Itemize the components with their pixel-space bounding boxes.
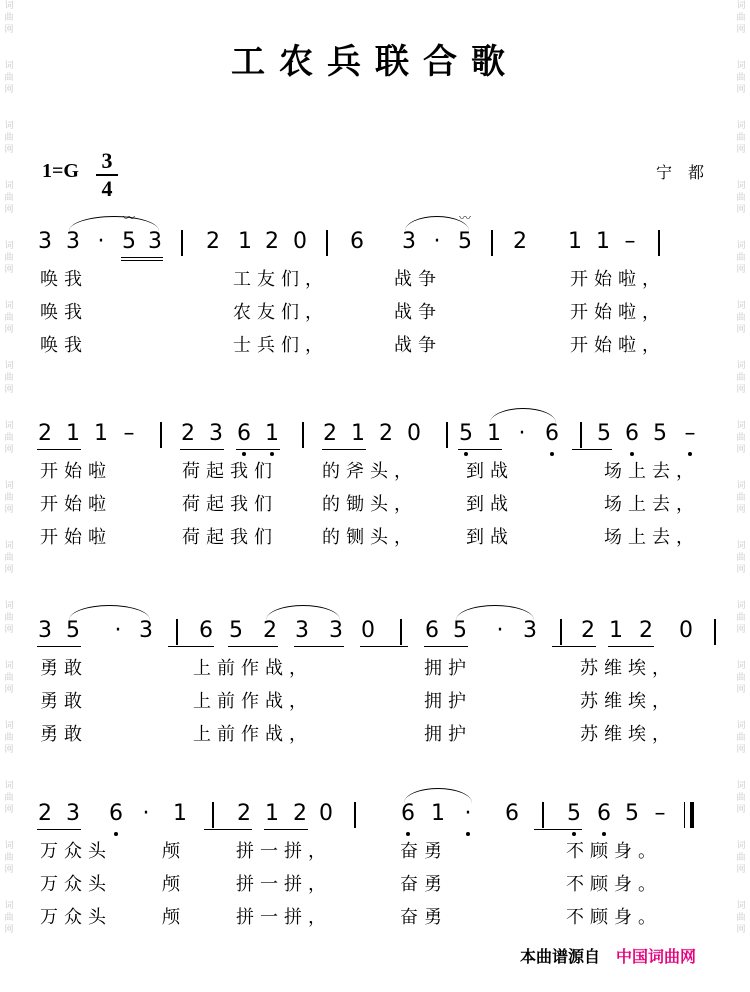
watermark-glyphs: 词 曲 网 — [4, 61, 14, 95]
augmentation-dot: · — [496, 618, 504, 643]
note: 5 — [122, 229, 136, 254]
lyric-verse-3: 不顾身。 — [566, 907, 662, 928]
lyric-verse-2: 苏维埃， — [580, 691, 676, 712]
barline — [326, 230, 328, 256]
slur — [490, 408, 556, 423]
lyric-verse-3: 拥护 — [424, 724, 472, 745]
note: 5 — [459, 421, 473, 446]
barline — [176, 619, 178, 645]
watermark-right — [734, 0, 748, 992]
note: 3 — [329, 618, 343, 643]
note: 3 — [295, 618, 309, 643]
lyric-verse-2: 拼一拼， — [236, 874, 332, 895]
note: 1 — [609, 618, 623, 643]
note: 2 — [323, 421, 337, 446]
note: 6 — [237, 421, 251, 446]
octave-dot-below — [242, 452, 246, 456]
lyric-verse-3: 勇敢 — [40, 724, 88, 745]
lyric-verse-1: 的斧头， — [322, 461, 418, 482]
time-denominator: 4 — [101, 176, 113, 201]
song-origin: 宁都 — [656, 163, 721, 182]
watermark-glyphs: 词 曲 网 — [736, 901, 746, 935]
lyric-verse-3: 到战 — [466, 527, 514, 548]
note: 6 — [109, 801, 123, 826]
barline — [446, 422, 448, 448]
watermark-glyphs: 词 曲 网 — [4, 601, 14, 635]
note: 1 — [265, 801, 279, 826]
octave-dot-below — [464, 452, 468, 456]
barline — [181, 230, 183, 256]
slur — [266, 605, 340, 620]
octave-dot-below — [466, 832, 470, 836]
lyric-verse-2: 奋勇 — [400, 874, 448, 895]
mordent-ornament: 〰 — [459, 211, 472, 225]
watermark-glyphs: 词 曲 网 — [736, 181, 746, 215]
octave-dot-below — [270, 452, 274, 456]
barline — [580, 422, 582, 448]
watermark-glyphs: 词 曲 网 — [4, 181, 14, 215]
note: 1 — [568, 229, 582, 254]
watermark-glyphs: 词 曲 网 — [736, 721, 746, 755]
watermark-glyphs: 词 曲 网 — [736, 241, 746, 275]
lyric-verse-1: 万众头 — [40, 841, 112, 862]
lyric-verse-3: 颅 — [162, 907, 186, 928]
note: 2 — [293, 801, 307, 826]
watermark-glyphs: 词 曲 网 — [736, 61, 746, 95]
lyric-verse-2: 唤我 — [40, 302, 88, 323]
sixteenth-beam — [121, 260, 163, 261]
lyric-verse-1: 奋勇 — [400, 841, 448, 862]
notation-row-1 — [0, 211, 750, 256]
note: 6 — [425, 618, 439, 643]
slur — [69, 216, 159, 231]
lyric-verse-3: 开始啦 — [40, 527, 112, 548]
lyric-verse-1: 战争 — [394, 269, 442, 290]
key-signature: 1=G — [42, 160, 79, 182]
lyric-verse-3: 万众头 — [40, 907, 112, 928]
note: 6 — [505, 801, 519, 826]
note: 2 — [237, 801, 251, 826]
note: 1 — [66, 421, 80, 446]
note: 3 — [148, 229, 162, 254]
octave-dot-below — [602, 832, 606, 836]
lyric-verse-1: 场上去， — [604, 461, 700, 482]
note: 1 — [238, 229, 252, 254]
note: 5 — [458, 229, 472, 254]
barline — [212, 802, 214, 828]
octave-dot-below — [572, 832, 576, 836]
eighth-beam — [37, 646, 81, 647]
eighth-beam — [204, 829, 252, 830]
watermark-glyphs: 词 曲 网 — [4, 661, 14, 695]
note: 1 — [351, 421, 365, 446]
augmentation-dot: · — [97, 229, 105, 254]
eighth-beam — [360, 646, 408, 647]
watermark-glyphs: 词 曲 网 — [4, 721, 14, 755]
lyric-verse-3: 苏维埃， — [580, 724, 676, 745]
note: 2 — [639, 618, 653, 643]
watermark-glyphs: 词 曲 网 — [736, 481, 746, 515]
barline — [560, 619, 562, 645]
lyric-verse-3: 场上去， — [604, 527, 700, 548]
watermark-glyphs: 词 曲 网 — [4, 841, 14, 875]
final-barline — [690, 802, 694, 828]
note: 2 — [38, 801, 52, 826]
extension-dash: – — [654, 801, 666, 826]
eighth-beam — [228, 646, 278, 647]
watermark-glyphs: 词 曲 网 — [4, 301, 14, 335]
watermark-glyphs: 词 曲 网 — [4, 541, 14, 575]
eighth-beam — [608, 646, 654, 647]
note: 0 — [293, 229, 307, 254]
augmentation-dot: · — [142, 801, 150, 826]
lyric-verse-2: 的锄头， — [322, 494, 418, 515]
note: 5 — [597, 421, 611, 446]
eighth-beam — [168, 646, 214, 647]
eighth-beam — [322, 449, 366, 450]
note: 0 — [679, 618, 693, 643]
lyric-verse-3: 开始啦， — [570, 335, 666, 356]
lyric-verse-1: 工友们， — [233, 269, 329, 290]
slur — [456, 605, 534, 620]
note: 2 — [181, 421, 195, 446]
watermark-glyphs: 词 曲 网 — [736, 601, 746, 635]
note: 3 — [66, 801, 80, 826]
barline — [658, 230, 660, 256]
lyric-verse-1: 开始啦， — [570, 269, 666, 290]
octave-dot-below — [406, 832, 410, 836]
lyric-verse-3: 上前作战， — [193, 724, 313, 745]
watermark-glyphs: 词 曲 网 — [4, 241, 14, 275]
note: 2 — [513, 229, 527, 254]
notation-row-3 — [0, 617, 750, 645]
augmentation-dot: · — [433, 229, 441, 254]
note: 3 — [38, 618, 52, 643]
slur — [404, 788, 472, 803]
lyric-verse-3: 荷起我们 — [182, 527, 278, 548]
octave-dot-below — [630, 452, 634, 456]
lyric-verse-3: 士兵们， — [233, 335, 329, 356]
lyric-verse-1: 荷起我们 — [182, 461, 278, 482]
extension-dash: – — [684, 421, 696, 446]
lyric-verse-1: 颅 — [162, 841, 186, 862]
note: 2 — [38, 421, 52, 446]
note: 3 — [402, 229, 416, 254]
note: 5 — [229, 618, 243, 643]
eighth-beam — [294, 646, 344, 647]
eighth-beam — [37, 829, 81, 830]
extension-dash: – — [624, 229, 636, 254]
watermark-glyphs: 词 曲 网 — [4, 421, 14, 455]
song-title: 工农兵联合歌 — [231, 42, 519, 82]
mordent-ornament: 〰 — [123, 211, 136, 225]
time-signature — [96, 150, 118, 200]
eighth-beam — [180, 449, 224, 450]
extension-dash: – — [123, 421, 135, 446]
eighth-beam — [458, 449, 502, 450]
lyric-verse-3: 的铡头， — [322, 527, 418, 548]
eighth-beam — [236, 449, 280, 450]
notation-row-2 — [0, 420, 750, 448]
eighth-beam — [264, 829, 308, 830]
note: 5 — [453, 618, 467, 643]
note: 3 — [66, 229, 80, 254]
octave-dot-below — [688, 452, 692, 456]
octave-dot-below — [550, 452, 554, 456]
lyric-verse-2: 开始啦 — [40, 494, 112, 515]
note: 6 — [350, 229, 364, 254]
lyric-verse-2: 不顾身。 — [566, 874, 662, 895]
lyric-verse-1: 苏维埃， — [580, 658, 676, 679]
final-barline-thin — [684, 802, 685, 828]
source-credit — [520, 944, 696, 967]
lyric-verse-1: 勇敢 — [40, 658, 88, 679]
note: 2 — [581, 618, 595, 643]
note: 6 — [545, 421, 559, 446]
note: 0 — [407, 421, 421, 446]
lyric-verse-1: 开始啦 — [40, 461, 112, 482]
note: 2 — [263, 618, 277, 643]
watermark-glyphs: 词 曲 网 — [736, 781, 746, 815]
barline — [160, 422, 162, 448]
note: 1 — [265, 421, 279, 446]
lyric-verse-1: 唤我 — [40, 269, 88, 290]
watermark-glyphs: 词 曲 网 — [736, 301, 746, 335]
lyric-verse-1: 不顾身。 — [566, 841, 662, 862]
note: 3 — [139, 618, 153, 643]
time-numerator: 3 — [101, 148, 113, 173]
watermark-glyphs: 词 曲 网 — [736, 841, 746, 875]
note: 6 — [401, 801, 415, 826]
notation-row-4 — [0, 800, 750, 828]
note: 5 — [66, 618, 80, 643]
barline — [354, 802, 356, 828]
credit-brand: 中国词曲网 — [616, 947, 697, 966]
lyric-verse-1: 到战 — [466, 461, 514, 482]
eighth-beam — [534, 829, 582, 830]
eighth-beam — [121, 257, 163, 258]
note: 2 — [379, 421, 393, 446]
watermark-glyphs: 词 曲 网 — [736, 541, 746, 575]
slur — [69, 605, 150, 620]
watermark-glyphs: 词 曲 网 — [736, 1, 746, 35]
note: 1 — [431, 801, 445, 826]
credit-label: 本曲谱源自 — [520, 947, 601, 966]
note: 0 — [361, 618, 375, 643]
eighth-beam — [572, 449, 612, 450]
lyric-verse-1: 拼一拼， — [236, 841, 332, 862]
watermark-glyphs: 词 曲 网 — [736, 121, 746, 155]
note: 3 — [38, 229, 52, 254]
note: 5 — [567, 801, 581, 826]
watermark-glyphs: 词 曲 网 — [736, 661, 746, 695]
watermark-glyphs: 词 曲 网 — [4, 901, 14, 935]
lyric-verse-2: 荷起我们 — [182, 494, 278, 515]
eighth-beam — [37, 449, 81, 450]
watermark-glyphs: 词 曲 网 — [736, 421, 746, 455]
watermark-glyphs: 词 曲 网 — [736, 361, 746, 395]
barline — [491, 230, 493, 256]
lyric-verse-2: 农友们， — [233, 302, 329, 323]
note: 0 — [319, 801, 333, 826]
lyric-verse-2: 颅 — [162, 874, 186, 895]
note: 1 — [596, 229, 610, 254]
watermark-glyphs: 词 曲 网 — [4, 481, 14, 515]
watermark-left — [2, 0, 16, 992]
lyric-verse-2: 上前作战， — [193, 691, 313, 712]
note: 1 — [173, 801, 187, 826]
note: 6 — [199, 618, 213, 643]
note: 6 — [597, 801, 611, 826]
lyric-verse-2: 万众头 — [40, 874, 112, 895]
note: 5 — [653, 421, 667, 446]
augmentation-dot: · — [518, 421, 526, 446]
lyric-verse-3: 拼一拼， — [236, 907, 332, 928]
note: 3 — [523, 618, 537, 643]
lyric-verse-2: 开始啦， — [570, 302, 666, 323]
lyric-verse-3: 战争 — [394, 335, 442, 356]
lyric-verse-2: 场上去， — [604, 494, 700, 515]
barline — [400, 619, 402, 645]
lyric-verse-2: 战争 — [394, 302, 442, 323]
lyric-verse-2: 拥护 — [424, 691, 472, 712]
note: 1 — [487, 421, 501, 446]
watermark-glyphs: 词 曲 网 — [4, 361, 14, 395]
barline — [714, 619, 716, 645]
barline — [302, 422, 304, 448]
note: 5 — [625, 801, 639, 826]
note: 2 — [206, 229, 220, 254]
lyric-verse-3: 唤我 — [40, 335, 88, 356]
watermark-glyphs: 词 曲 网 — [4, 1, 14, 35]
note: 1 — [94, 421, 108, 446]
note: 6 — [625, 421, 639, 446]
note: 3 — [209, 421, 223, 446]
lyric-verse-3: 奋勇 — [400, 907, 448, 928]
watermark-glyphs: 词 曲 网 — [4, 781, 14, 815]
lyric-verse-2: 勇敢 — [40, 691, 88, 712]
lyric-verse-1: 上前作战， — [193, 658, 313, 679]
lyric-verse-1: 拥护 — [424, 658, 472, 679]
augmentation-dot: · — [464, 801, 472, 826]
augmentation-dot: · — [114, 618, 122, 643]
watermark-glyphs: 词 曲 网 — [4, 121, 14, 155]
lyric-verse-2: 到战 — [466, 494, 514, 515]
barline — [542, 802, 544, 828]
note: 2 — [265, 229, 279, 254]
eighth-beam — [552, 646, 596, 647]
octave-dot-below — [114, 832, 118, 836]
eighth-beam — [424, 646, 468, 647]
